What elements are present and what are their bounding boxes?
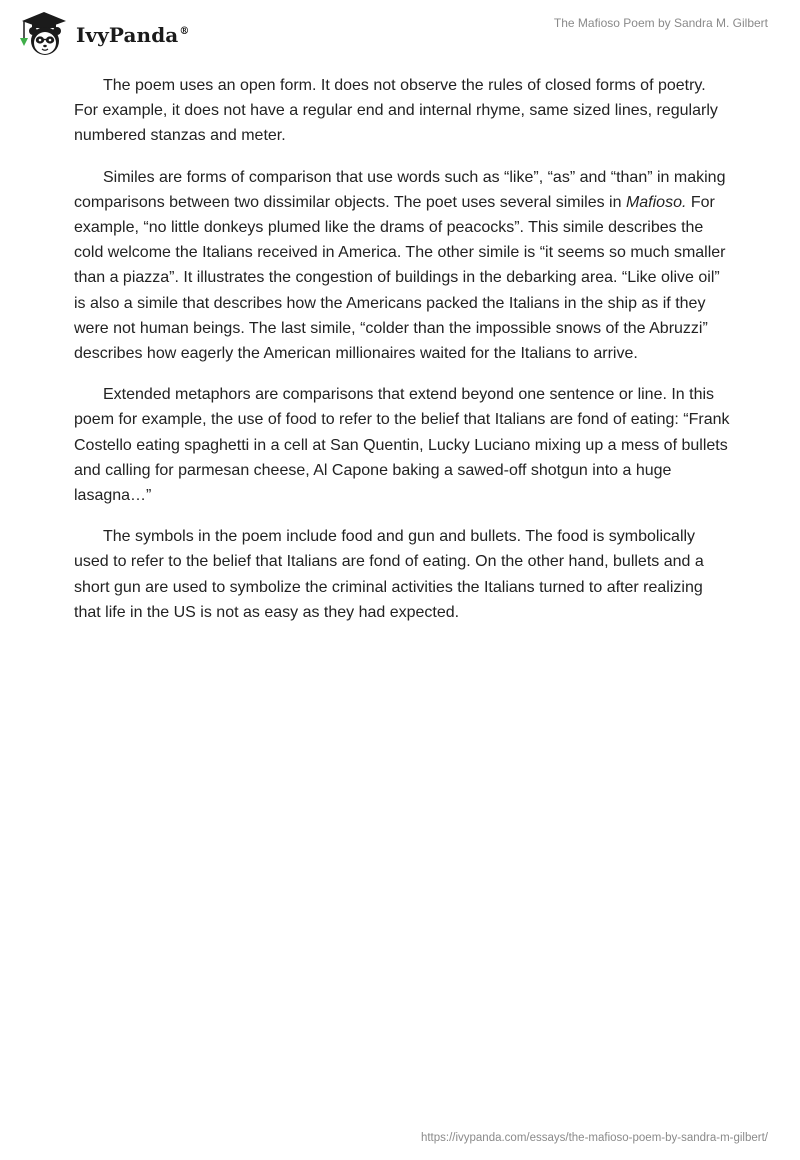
paragraph-open-form: The poem uses an open form. It does not observe the rules of closed forms of poetry. For example, it does not have a regular end and internal rhyme, same sized lines, regularly numbered stanzas and meter. (74, 77, 718, 145)
source-url-link[interactable]: https://ivypanda.com/essays/the-mafioso-poem-by-sandra-m-gilbert/ (420, 1132, 768, 1144)
logo-wordmark: IvyPanda® (76, 23, 190, 47)
page-header (0, 0, 800, 70)
document-title: The Mafioso Poem by Sandra M. Gilbert (553, 16, 768, 30)
similes-text-start: Similes are forms of comparison that use words such as “like”, “as” and “than” in making comparisons between two dissimilar objects. The poet uses several similes in (74, 168, 726, 211)
paragraph-symbols: The symbols in the poem include food and gun and bullets. The food is symbolically used to refer to the belief that Italians are fond of eating. On the other hand, bullets and a short gun are used to symbolize the criminal activities the Italians turned to after realizing that life in the US is not as easy as they had expected. (74, 528, 704, 621)
paragraph-similes (74, 165, 730, 367)
similes-text-rest: For example, “no little donkeys plumed like the drams of peacocks”. This simile describes the cold welcome the Italians received in America. The other simile is “it seems so much smaller than a piazza”. It illustrates the congestion of buildings in the debarking area. “Like olive oil” is also a simile that describes how the Americans packed the Italians in the ship as if they were not human beings. The last simile, “colder than the impossible snows of the Abruzzi” describes how eagerly the American millionaires waited for the Italians to arrive. (74, 193, 726, 363)
paragraph-extended-metaphors: Extended metaphors are comparisons that extend beyond one sentence or line. In this poem for example, the use of food to refer to the belief that Italians are fond of eating: “Frank Costello eating spaghetti in a cell at San Quentin, Lucky Luciano mixing up a mess of bullets and calling for parmesan cheese, Al Capone baking a sawed-off shotgun into a huge lasagna…” (74, 386, 730, 505)
panda-graduate-icon (14, 8, 72, 58)
ivypanda-logo[interactable] (14, 8, 189, 58)
poem-title-italic: Mafioso. (625, 193, 687, 211)
essay-body (74, 73, 730, 641)
